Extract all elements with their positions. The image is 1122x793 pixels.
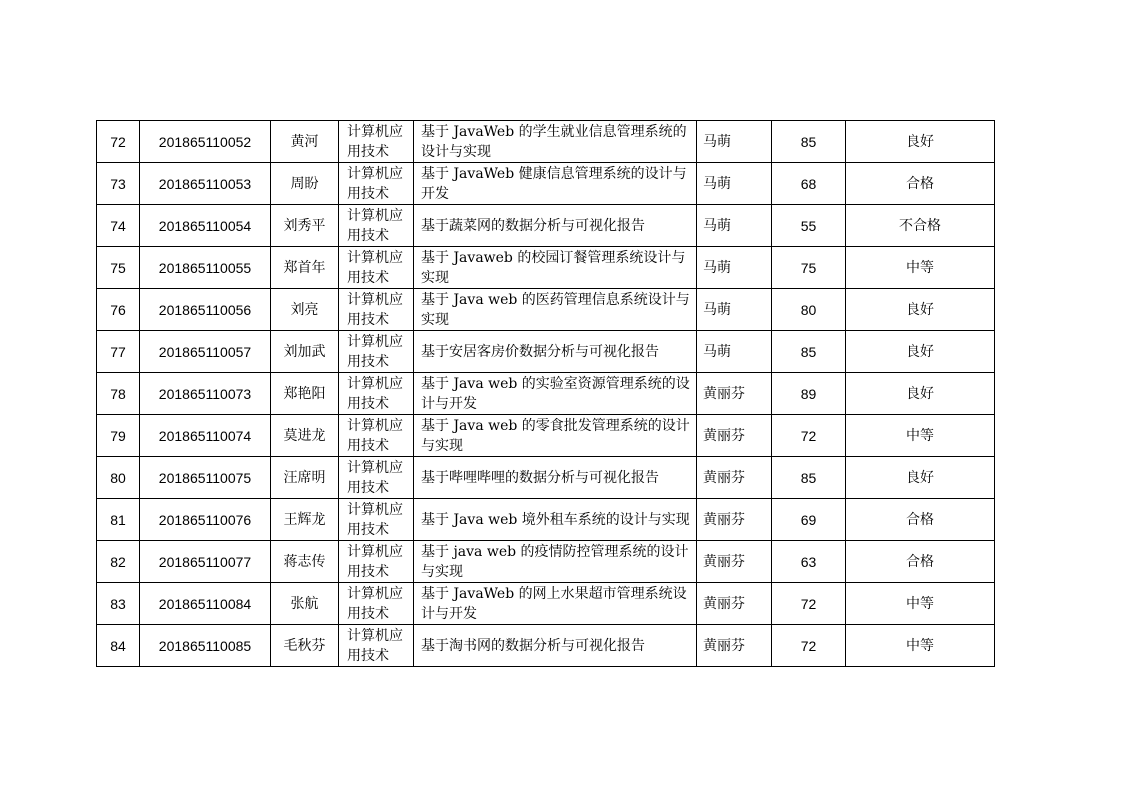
cell-row-number: 78 — [97, 373, 140, 415]
cell-score: 69 — [772, 499, 846, 541]
cell-student-id: 201865110084 — [140, 583, 271, 625]
cell-advisor: 黄丽芬 — [697, 583, 772, 625]
cell-student-name: 周盼 — [271, 163, 339, 205]
cell-score: 72 — [772, 583, 846, 625]
cell-major: 计算机应用技术 — [339, 163, 414, 205]
cell-student-id: 201865110053 — [140, 163, 271, 205]
cell-score: 85 — [772, 121, 846, 163]
table-row — [97, 415, 995, 457]
cell-thesis-title: 基于 Java web 的实验室资源管理系统的设计与开发 — [414, 373, 697, 415]
cell-major: 计算机应用技术 — [339, 373, 414, 415]
cell-advisor: 马萌 — [697, 163, 772, 205]
cell-major: 计算机应用技术 — [339, 457, 414, 499]
cell-student-name: 汪席明 — [271, 457, 339, 499]
cell-grade: 良好 — [846, 457, 995, 499]
cell-thesis-title: 基于蔬菜网的数据分析与可视化报告 — [414, 205, 697, 247]
cell-thesis-title: 基于哔哩哔哩的数据分析与可视化报告 — [414, 457, 697, 499]
cell-major: 计算机应用技术 — [339, 247, 414, 289]
cell-row-number: 76 — [97, 289, 140, 331]
cell-score: 89 — [772, 373, 846, 415]
cell-student-name: 郑首年 — [271, 247, 339, 289]
cell-row-number: 83 — [97, 583, 140, 625]
cell-score: 85 — [772, 457, 846, 499]
table-row — [97, 247, 995, 289]
cell-major: 计算机应用技术 — [339, 415, 414, 457]
cell-student-name: 王辉龙 — [271, 499, 339, 541]
cell-thesis-title: 基于 Java web 境外租车系统的设计与实现 — [414, 499, 697, 541]
cell-student-id: 201865110075 — [140, 457, 271, 499]
cell-student-id: 201865110073 — [140, 373, 271, 415]
cell-thesis-title: 基于 JavaWeb 的学生就业信息管理系统的设计与实现 — [414, 121, 697, 163]
cell-thesis-title: 基于 JavaWeb 健康信息管理系统的设计与开发 — [414, 163, 697, 205]
cell-score: 68 — [772, 163, 846, 205]
cell-advisor: 马萌 — [697, 205, 772, 247]
cell-advisor: 黄丽芬 — [697, 541, 772, 583]
cell-student-name: 张航 — [271, 583, 339, 625]
cell-row-number: 74 — [97, 205, 140, 247]
cell-student-name: 莫进龙 — [271, 415, 339, 457]
cell-student-id: 201865110055 — [140, 247, 271, 289]
cell-thesis-title: 基于 java web 的疫情防控管理系统的设计与实现 — [414, 541, 697, 583]
cell-student-name: 蒋志传 — [271, 541, 339, 583]
cell-thesis-title: 基于 Java web 的零食批发管理系统的设计与实现 — [414, 415, 697, 457]
cell-thesis-title: 基于 Java web 的医药管理信息系统设计与实现 — [414, 289, 697, 331]
table-row — [97, 625, 995, 667]
cell-advisor: 黄丽芬 — [697, 457, 772, 499]
cell-advisor: 黄丽芬 — [697, 499, 772, 541]
cell-thesis-title: 基于淘书网的数据分析与可视化报告 — [414, 625, 697, 667]
cell-advisor: 黄丽芬 — [697, 415, 772, 457]
cell-major: 计算机应用技术 — [339, 625, 414, 667]
table-row — [97, 205, 995, 247]
cell-major: 计算机应用技术 — [339, 583, 414, 625]
cell-advisor: 黄丽芬 — [697, 373, 772, 415]
cell-student-name: 刘加武 — [271, 331, 339, 373]
cell-advisor: 马萌 — [697, 247, 772, 289]
cell-row-number: 79 — [97, 415, 140, 457]
table-row — [97, 499, 995, 541]
cell-score: 72 — [772, 625, 846, 667]
cell-grade: 中等 — [846, 625, 995, 667]
cell-grade: 中等 — [846, 247, 995, 289]
cell-major: 计算机应用技术 — [339, 331, 414, 373]
cell-score: 80 — [772, 289, 846, 331]
cell-student-id: 201865110052 — [140, 121, 271, 163]
grades-table-body — [97, 121, 995, 667]
table-row — [97, 457, 995, 499]
cell-row-number: 73 — [97, 163, 140, 205]
cell-student-id: 201865110076 — [140, 499, 271, 541]
table-row — [97, 331, 995, 373]
cell-row-number: 77 — [97, 331, 140, 373]
cell-thesis-title: 基于 Javaweb 的校园订餐管理系统设计与实现 — [414, 247, 697, 289]
cell-advisor: 黄丽芬 — [697, 625, 772, 667]
cell-major: 计算机应用技术 — [339, 121, 414, 163]
cell-grade: 良好 — [846, 121, 995, 163]
cell-student-name: 毛秋芬 — [271, 625, 339, 667]
cell-grade: 合格 — [846, 499, 995, 541]
cell-grade: 良好 — [846, 331, 995, 373]
cell-student-id: 201865110085 — [140, 625, 271, 667]
cell-student-id: 201865110074 — [140, 415, 271, 457]
cell-row-number: 75 — [97, 247, 140, 289]
cell-major: 计算机应用技术 — [339, 499, 414, 541]
cell-student-name: 刘亮 — [271, 289, 339, 331]
cell-student-id: 201865110057 — [140, 331, 271, 373]
cell-grade: 良好 — [846, 289, 995, 331]
cell-score: 75 — [772, 247, 846, 289]
cell-score: 85 — [772, 331, 846, 373]
grades-table — [96, 120, 995, 667]
cell-score: 72 — [772, 415, 846, 457]
cell-row-number: 84 — [97, 625, 140, 667]
cell-grade: 不合格 — [846, 205, 995, 247]
cell-score: 55 — [772, 205, 846, 247]
cell-row-number: 80 — [97, 457, 140, 499]
table-row — [97, 289, 995, 331]
cell-student-id: 201865110054 — [140, 205, 271, 247]
cell-grade: 合格 — [846, 541, 995, 583]
cell-row-number: 81 — [97, 499, 140, 541]
cell-student-name: 刘秀平 — [271, 205, 339, 247]
table-row — [97, 121, 995, 163]
table-row — [97, 373, 995, 415]
table-row — [97, 583, 995, 625]
table-row — [97, 163, 995, 205]
cell-thesis-title: 基于安居客房价数据分析与可视化报告 — [414, 331, 697, 373]
cell-score: 63 — [772, 541, 846, 583]
cell-student-id: 201865110077 — [140, 541, 271, 583]
cell-grade: 良好 — [846, 373, 995, 415]
cell-major: 计算机应用技术 — [339, 289, 414, 331]
cell-grade: 中等 — [846, 415, 995, 457]
cell-advisor: 马萌 — [697, 331, 772, 373]
table-row — [97, 541, 995, 583]
cell-advisor: 马萌 — [697, 121, 772, 163]
cell-major: 计算机应用技术 — [339, 205, 414, 247]
cell-student-name: 黄河 — [271, 121, 339, 163]
cell-thesis-title: 基于 JavaWeb 的网上水果超市管理系统设计与开发 — [414, 583, 697, 625]
cell-grade: 中等 — [846, 583, 995, 625]
cell-grade: 合格 — [846, 163, 995, 205]
cell-row-number: 82 — [97, 541, 140, 583]
cell-row-number: 72 — [97, 121, 140, 163]
cell-major: 计算机应用技术 — [339, 541, 414, 583]
cell-student-id: 201865110056 — [140, 289, 271, 331]
cell-student-name: 郑艳阳 — [271, 373, 339, 415]
cell-advisor: 马萌 — [697, 289, 772, 331]
